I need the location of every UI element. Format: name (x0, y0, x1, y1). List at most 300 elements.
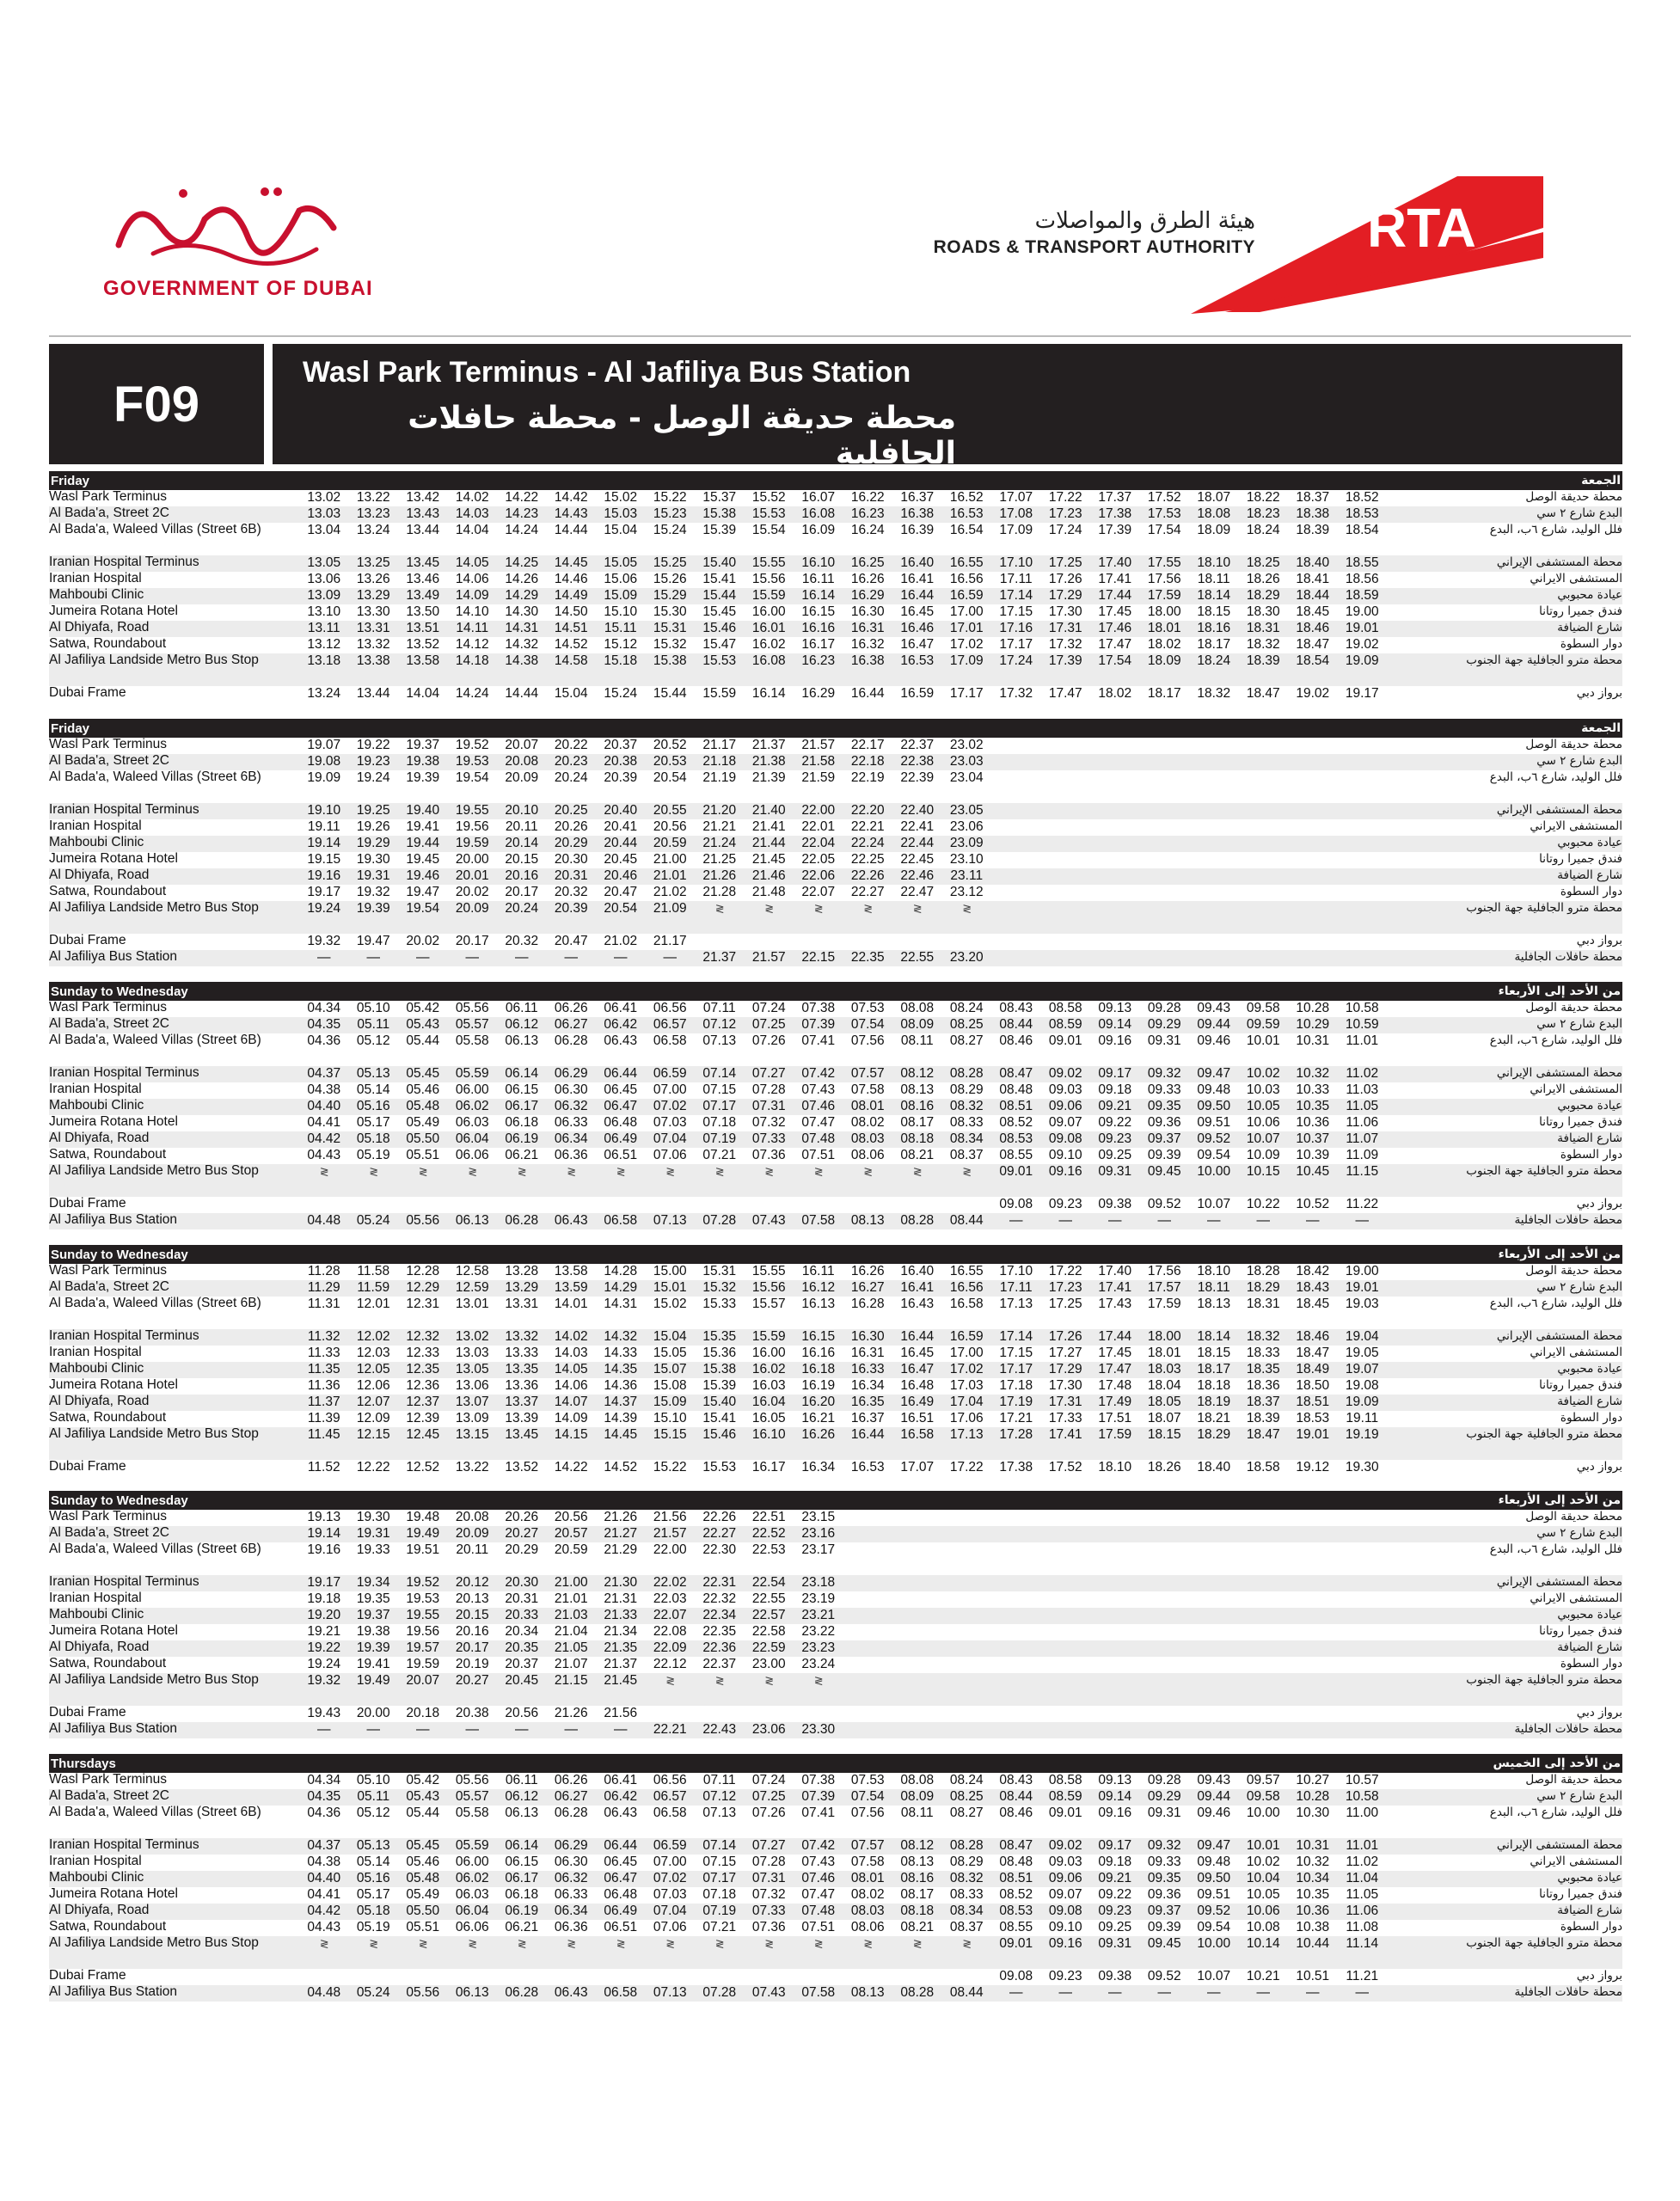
departure-time: 23.22 (801, 1624, 836, 1639)
departure-time: 14.52 (604, 1460, 638, 1474)
departure-time: 17.24 (999, 653, 1033, 668)
departure-time: 15.40 (702, 1395, 737, 1409)
departure-time: 16.56 (949, 572, 984, 586)
departure-time: 19.32 (307, 1673, 341, 1688)
departure-time: 19.08 (307, 754, 341, 769)
departure-time: 19.29 (356, 836, 390, 850)
departure-time: 09.29 (1147, 1789, 1181, 1804)
stop-name-ar: فندق جميرا روتانا (1539, 852, 1622, 866)
departure-times (299, 1640, 843, 1655)
departure-time: — (465, 1722, 479, 1737)
departure-time: 15.56 (751, 1280, 786, 1295)
departure-time (745, 1969, 794, 1983)
departure-time: ≷ (418, 1165, 427, 1178)
departure-time: 19.38 (356, 1624, 390, 1639)
stop-name-en: Iranian Hospital Terminus (49, 1574, 199, 1589)
departure-times (299, 1542, 843, 1557)
departure-time: 19.56 (455, 819, 489, 834)
stop-row (49, 819, 1622, 836)
departure-time: 11.02 (1346, 1855, 1379, 1869)
stop-name-ar: فلل الوليد، شارع ٦ب، البدع (1489, 1033, 1622, 1047)
departure-times (299, 1526, 843, 1541)
departure-time: 06.18 (505, 1115, 539, 1130)
departure-time (695, 1197, 745, 1211)
departure-time: 11.14 (1346, 1936, 1379, 1951)
departure-time: 15.38 (702, 1362, 737, 1376)
departure-time: 06.11 (505, 1773, 538, 1787)
departure-time: 20.00 (356, 1706, 390, 1720)
departure-time: 18.09 (1197, 523, 1231, 537)
departure-time: 09.47 (1197, 1838, 1231, 1853)
departure-time: 17.48 (1098, 1378, 1132, 1393)
stop-row (49, 1657, 1622, 1673)
departure-time: ≷ (912, 1937, 922, 1950)
departure-time (646, 1197, 696, 1211)
schedule-section (49, 1754, 1622, 2002)
departure-time: 17.59 (1147, 588, 1181, 603)
departure-time: 17.24 (1048, 523, 1082, 537)
departure-time: 18.43 (1296, 1280, 1330, 1295)
departure-time: 06.15 (505, 1082, 539, 1097)
departure-time: 19.49 (356, 1673, 390, 1688)
departure-time: 15.36 (702, 1346, 737, 1360)
departure-time: 08.34 (949, 1904, 984, 1918)
stop-name-en: Al Dhiyafa, Road (49, 1394, 150, 1408)
stop-name-ar: المستشفى الايراني (1530, 1855, 1622, 1868)
departure-time: 13.01 (455, 1297, 489, 1311)
departure-times (299, 1148, 1387, 1162)
departure-time: 05.12 (356, 1033, 390, 1048)
departure-time: 19.01 (1296, 1427, 1330, 1442)
departure-time: 13.36 (505, 1378, 539, 1393)
departure-time: 07.27 (751, 1066, 786, 1081)
departure-time: — (1157, 1985, 1171, 2000)
stop-row (49, 1148, 1622, 1164)
departure-time: 22.26 (702, 1510, 737, 1524)
departure-time: 12.22 (356, 1460, 390, 1474)
departure-time: 18.11 (1197, 1280, 1230, 1295)
stop-row (49, 1115, 1622, 1131)
departure-times (299, 1197, 1387, 1211)
departure-time: 16.28 (850, 1297, 885, 1311)
departure-time: 09.03 (1048, 1082, 1082, 1097)
departure-time: 11.05 (1346, 1099, 1379, 1113)
stop-row (49, 803, 1622, 819)
departure-time: 19.41 (356, 1657, 390, 1671)
stop-name-ar: شارع الضيافة (1557, 1904, 1622, 1917)
departure-time: 19.09 (1345, 1395, 1379, 1409)
departure-time: 16.10 (751, 1427, 786, 1442)
departure-time: 16.27 (850, 1280, 885, 1295)
departure-time: 17.25 (1048, 1297, 1082, 1311)
stop-row (49, 1395, 1622, 1411)
departure-time: 13.50 (406, 604, 440, 619)
departure-time: 09.36 (1147, 1887, 1181, 1902)
departure-times (299, 1806, 1387, 1820)
departure-time: 18.32 (1246, 1329, 1280, 1344)
departure-time: 19.01 (1345, 621, 1379, 635)
stop-name-en: Iranian Hospital Terminus (49, 1065, 199, 1080)
departure-time: 10.29 (1296, 1017, 1330, 1032)
departure-time: 10.35 (1296, 1887, 1330, 1902)
departure-time: 14.45 (604, 1427, 638, 1442)
departure-time: 07.48 (801, 1131, 836, 1146)
departure-time: ≷ (912, 902, 922, 915)
departure-time: 06.02 (455, 1871, 489, 1885)
departure-time: 23.09 (949, 836, 984, 850)
departure-time: 09.06 (1048, 1099, 1082, 1113)
stop-row (49, 901, 1622, 934)
departure-time: — (1256, 1213, 1270, 1228)
departure-time: ≷ (714, 1674, 724, 1687)
departure-time: 15.41 (702, 572, 737, 586)
departure-time: 06.03 (455, 1115, 489, 1130)
departure-times (299, 1115, 1387, 1130)
departure-time: 06.42 (604, 1789, 638, 1804)
stop-name-en: Satwa, Roundabout (49, 1656, 167, 1671)
departure-time: 09.08 (1048, 1131, 1082, 1146)
departure-time: 22.54 (751, 1575, 786, 1590)
departure-time: 08.51 (999, 1099, 1033, 1113)
departure-time: 11.05 (1346, 1887, 1379, 1902)
departure-time: 17.39 (1098, 523, 1132, 537)
departure-time: 22.17 (850, 738, 885, 752)
departure-time: 05.18 (356, 1904, 390, 1918)
departure-time: 14.44 (505, 686, 539, 701)
departure-time (448, 1197, 498, 1211)
departure-time (596, 1197, 646, 1211)
departure-time: 06.44 (604, 1838, 638, 1853)
stop-name-en: Iranian Hospital (49, 1082, 142, 1096)
departure-time: 18.42 (1296, 1264, 1330, 1278)
departure-time: 19.16 (307, 1542, 341, 1557)
departure-time: 15.23 (653, 506, 687, 521)
departure-time: 16.14 (801, 588, 836, 603)
stop-name-en: Al Jafiliya Bus Station (49, 1212, 178, 1227)
departure-time: 06.56 (653, 1001, 687, 1015)
departure-time: 18.35 (1246, 1362, 1280, 1376)
departure-time (942, 1969, 992, 1983)
departure-time: 14.26 (505, 572, 539, 586)
departure-time: 06.58 (604, 1213, 638, 1228)
departure-time: 16.12 (801, 1280, 836, 1295)
section-day-ar: من الأحد إلى الأربعاء (1498, 984, 1621, 998)
departure-time: 08.48 (999, 1855, 1033, 1869)
departure-time: 09.39 (1147, 1920, 1181, 1934)
departure-time: 16.40 (900, 1264, 935, 1278)
departure-time: 21.28 (702, 885, 737, 899)
departure-time: 04.48 (307, 1213, 341, 1228)
departure-time: 17.41 (1098, 1280, 1132, 1295)
departure-time: 18.10 (1197, 555, 1231, 570)
departure-time: 06.47 (604, 1099, 638, 1113)
departure-time: 22.38 (900, 754, 935, 769)
stop-name-en: Satwa, Roundabout (49, 1919, 167, 1934)
departure-time: 05.14 (356, 1855, 390, 1869)
departure-time: 23.23 (801, 1640, 836, 1655)
departure-time: 09.01 (1048, 1806, 1082, 1820)
departure-time: 15.18 (604, 653, 638, 668)
departure-time: 13.32 (356, 637, 390, 652)
departure-time: 22.53 (751, 1542, 786, 1557)
departure-time: 16.18 (801, 1362, 836, 1376)
departure-time: ≷ (714, 1165, 724, 1178)
departure-time: 06.57 (653, 1789, 687, 1804)
departure-time: 09.59 (1246, 1017, 1280, 1032)
departure-time: 18.45 (1296, 1297, 1330, 1311)
departure-time: 09.10 (1048, 1920, 1082, 1934)
departure-time: 06.06 (455, 1148, 489, 1162)
schedule-section (49, 1491, 1622, 1738)
departure-time: 08.03 (850, 1904, 885, 1918)
departure-time: 08.27 (949, 1806, 984, 1820)
departure-time: 16.01 (751, 621, 786, 635)
departure-time: 20.29 (505, 1542, 539, 1557)
departure-time: 04.38 (307, 1855, 341, 1869)
stop-name-en: Al Bada'a, Waleed Villas (Street 6B) (49, 769, 261, 784)
stop-row (49, 738, 1622, 754)
section-day-en: Friday (51, 473, 90, 488)
departure-time: 12.36 (406, 1378, 440, 1393)
departure-time: 18.24 (1246, 523, 1280, 537)
departure-time: 11.28 (307, 1264, 340, 1278)
departure-time: 22.45 (900, 852, 935, 867)
departure-time: 21.40 (751, 803, 786, 818)
departure-time: 09.44 (1197, 1789, 1231, 1804)
departure-time: 15.40 (702, 555, 737, 570)
stop-name-ar: محطة مترو الجافلية جهة الجنوب (1466, 901, 1622, 915)
departure-time: 20.38 (604, 754, 638, 769)
departure-time: 09.14 (1098, 1017, 1132, 1032)
departure-time: 22.37 (900, 738, 935, 752)
departure-time: 14.46 (554, 572, 588, 586)
departure-time: 14.44 (554, 523, 588, 537)
departure-time: 23.15 (801, 1510, 836, 1524)
departure-time: 11.33 (307, 1346, 340, 1360)
departure-time: ≷ (369, 1937, 378, 1950)
departure-time: 06.43 (604, 1806, 638, 1820)
departure-time: 18.11 (1197, 572, 1230, 586)
departure-time: 06.28 (505, 1985, 539, 2000)
departure-time: ≷ (714, 902, 724, 915)
departure-time (398, 1197, 448, 1211)
departure-time: 07.26 (751, 1033, 786, 1048)
departure-time: 11.22 (1346, 1197, 1379, 1211)
stop-name-ar: دوار السطوة (1560, 637, 1622, 651)
departure-times (299, 1411, 1387, 1425)
departure-time: 06.14 (505, 1066, 539, 1081)
departure-time: 14.22 (554, 1460, 588, 1474)
departure-time: 11.01 (1346, 1033, 1379, 1048)
rta-logo-text: RTA (1367, 197, 1476, 259)
departure-time: 21.35 (604, 1640, 638, 1655)
departure-time: 09.01 (999, 1936, 1033, 1951)
departure-time: 19.53 (406, 1591, 440, 1606)
departure-time: 21.59 (801, 770, 836, 785)
departure-time: 07.24 (751, 1001, 786, 1015)
departure-time: 14.04 (455, 523, 489, 537)
departure-time: 12.59 (455, 1280, 489, 1295)
departure-time: 17.18 (999, 1378, 1033, 1393)
stop-name-en: Al Bada'a, Waleed Villas (Street 6B) (49, 1805, 261, 1819)
departure-time: — (663, 950, 677, 965)
departure-time: 22.04 (801, 836, 836, 850)
departure-time: 07.57 (850, 1066, 885, 1081)
departure-time: 17.31 (1048, 1395, 1082, 1409)
departure-times (299, 1427, 1387, 1442)
departure-time: 06.13 (505, 1806, 539, 1820)
stop-name-en: Mahboubi Clinic (49, 835, 144, 849)
departure-time: 08.01 (850, 1871, 885, 1885)
departure-time: 17.59 (1098, 1427, 1132, 1442)
stop-name-en: Al Bada'a, Street 2C (49, 506, 169, 520)
departure-time: 20.01 (455, 868, 489, 883)
departure-time: 07.56 (850, 1033, 885, 1048)
stop-name-en: Mahboubi Clinic (49, 1607, 144, 1622)
departure-time: 06.42 (604, 1017, 638, 1032)
departure-time: 16.34 (850, 1378, 885, 1393)
stop-name-en: Al Jafiliya Landside Metro Bus Stop (49, 1672, 259, 1687)
stop-name-en: Al Bada'a, Street 2C (49, 753, 169, 768)
departure-time: 16.04 (751, 1395, 786, 1409)
stop-row (49, 1806, 1622, 1838)
departure-time: 10.06 (1246, 1115, 1280, 1130)
departure-time: 06.19 (505, 1131, 539, 1146)
departure-time: 05.24 (356, 1213, 390, 1228)
departure-time: 17.10 (999, 555, 1033, 570)
departure-time: 14.49 (554, 588, 588, 603)
departure-time: 17.11 (999, 572, 1033, 586)
departure-time: 14.35 (604, 1362, 638, 1376)
departure-time: 07.39 (801, 1017, 836, 1032)
departure-time: 07.13 (653, 1213, 687, 1228)
departure-time (745, 934, 794, 948)
departure-time: 08.25 (949, 1789, 984, 1804)
departure-time: 20.23 (554, 754, 588, 769)
stop-row (49, 950, 1622, 966)
departure-time: 08.47 (999, 1838, 1033, 1853)
departure-time: 09.46 (1197, 1033, 1231, 1048)
departure-time: 22.01 (801, 819, 836, 834)
departure-time: 22.19 (850, 770, 885, 785)
departure-time: 23.06 (949, 819, 984, 834)
departure-time: ≷ (418, 1937, 427, 1950)
stop-name-ar: عيادة محبوبي (1557, 1099, 1622, 1113)
stop-name-ar: فلل الوليد، شارع ٦ب، البدع (1489, 1297, 1622, 1310)
departure-time: 08.53 (999, 1904, 1033, 1918)
departure-time: 21.02 (604, 934, 638, 948)
departure-time: 11.00 (1346, 1806, 1379, 1820)
departure-time: 12.01 (356, 1297, 390, 1311)
departure-time: 16.38 (900, 506, 935, 521)
departure-time: 10.58 (1345, 1789, 1379, 1804)
departure-time: 19.09 (1345, 653, 1379, 668)
departure-time: 13.46 (406, 572, 440, 586)
departure-time: 10.07 (1246, 1131, 1280, 1146)
departure-time: 15.22 (653, 490, 687, 505)
stop-name-ar: دوار السطوة (1560, 1148, 1622, 1162)
departure-time: 07.28 (751, 1082, 786, 1097)
departure-time: 19.56 (406, 1624, 440, 1639)
departure-time: 09.47 (1197, 1066, 1231, 1081)
departure-times (299, 1082, 1387, 1097)
departure-time: 15.44 (702, 588, 737, 603)
departure-time: 08.02 (850, 1887, 885, 1902)
departure-time: 12.03 (356, 1346, 390, 1360)
departure-time: 06.29 (554, 1066, 588, 1081)
departure-time: 18.37 (1246, 1395, 1280, 1409)
departure-time: 16.14 (751, 686, 786, 701)
departure-time: 09.02 (1048, 1838, 1082, 1853)
departure-time: 20.56 (554, 1510, 588, 1524)
stop-name-en: Al Dhiyafa, Road (49, 1640, 150, 1654)
departure-time: 10.32 (1296, 1066, 1330, 1081)
departure-time: 16.15 (801, 604, 836, 619)
departure-times (299, 1033, 1387, 1048)
departure-time: 16.47 (900, 637, 935, 652)
departure-times (299, 1904, 1387, 1918)
departure-time: 22.35 (850, 950, 885, 965)
departure-time: 10.36 (1296, 1904, 1330, 1918)
departure-time: 19.08 (1345, 1378, 1379, 1393)
departure-time: 08.48 (999, 1082, 1033, 1097)
stop-name-ar: المستشفى الايراني (1530, 572, 1622, 586)
departure-time: 13.30 (356, 604, 390, 619)
departure-time: 05.44 (406, 1806, 440, 1820)
stop-name-en: Al Bada'a, Street 2C (49, 1279, 169, 1294)
departure-time: 21.30 (604, 1575, 638, 1590)
departure-time: 09.31 (1147, 1033, 1181, 1048)
departure-time: 15.04 (604, 523, 638, 537)
departure-time: 08.28 (949, 1838, 984, 1853)
departure-time: 06.04 (455, 1904, 489, 1918)
departure-time: 18.05 (1147, 1395, 1181, 1409)
departure-time: 07.53 (850, 1773, 885, 1787)
departure-time: 19.17 (307, 885, 341, 899)
departure-time: 13.35 (505, 1362, 539, 1376)
departure-time: 17.40 (1098, 555, 1132, 570)
departure-time: 15.53 (702, 1460, 737, 1474)
departure-time: 18.00 (1147, 604, 1181, 619)
departure-time: 14.09 (455, 588, 489, 603)
stop-name-en: Jumeira Rotana Hotel (49, 851, 178, 866)
departure-time: 21.57 (801, 738, 836, 752)
schedule-section (49, 719, 1622, 966)
departure-time: 07.04 (653, 1131, 687, 1146)
departure-time: 15.54 (751, 523, 786, 537)
departure-time: 05.24 (356, 1985, 390, 2000)
departure-time: 10.22 (1246, 1197, 1280, 1211)
departure-time: 19.54 (455, 770, 489, 785)
departure-time: 08.16 (900, 1099, 935, 1113)
departure-time (695, 934, 745, 948)
departure-time: 23.21 (801, 1608, 836, 1622)
departure-time: 09.28 (1147, 1001, 1181, 1015)
departure-time: 18.15 (1197, 604, 1231, 619)
departure-time: 15.31 (653, 621, 687, 635)
departure-time: 11.08 (1346, 1920, 1379, 1934)
departure-time: 07.00 (653, 1082, 687, 1097)
stop-row (49, 1213, 1622, 1229)
departure-time: 17.22 (949, 1460, 984, 1474)
departure-time: 07.03 (653, 1115, 687, 1130)
departure-time: 21.17 (653, 934, 687, 948)
departure-time: 17.22 (1048, 490, 1082, 505)
departure-time: 16.23 (801, 653, 836, 668)
departure-time: 08.12 (900, 1838, 935, 1853)
departure-time: 04.35 (307, 1017, 341, 1032)
departure-time: 09.57 (1246, 1773, 1280, 1787)
